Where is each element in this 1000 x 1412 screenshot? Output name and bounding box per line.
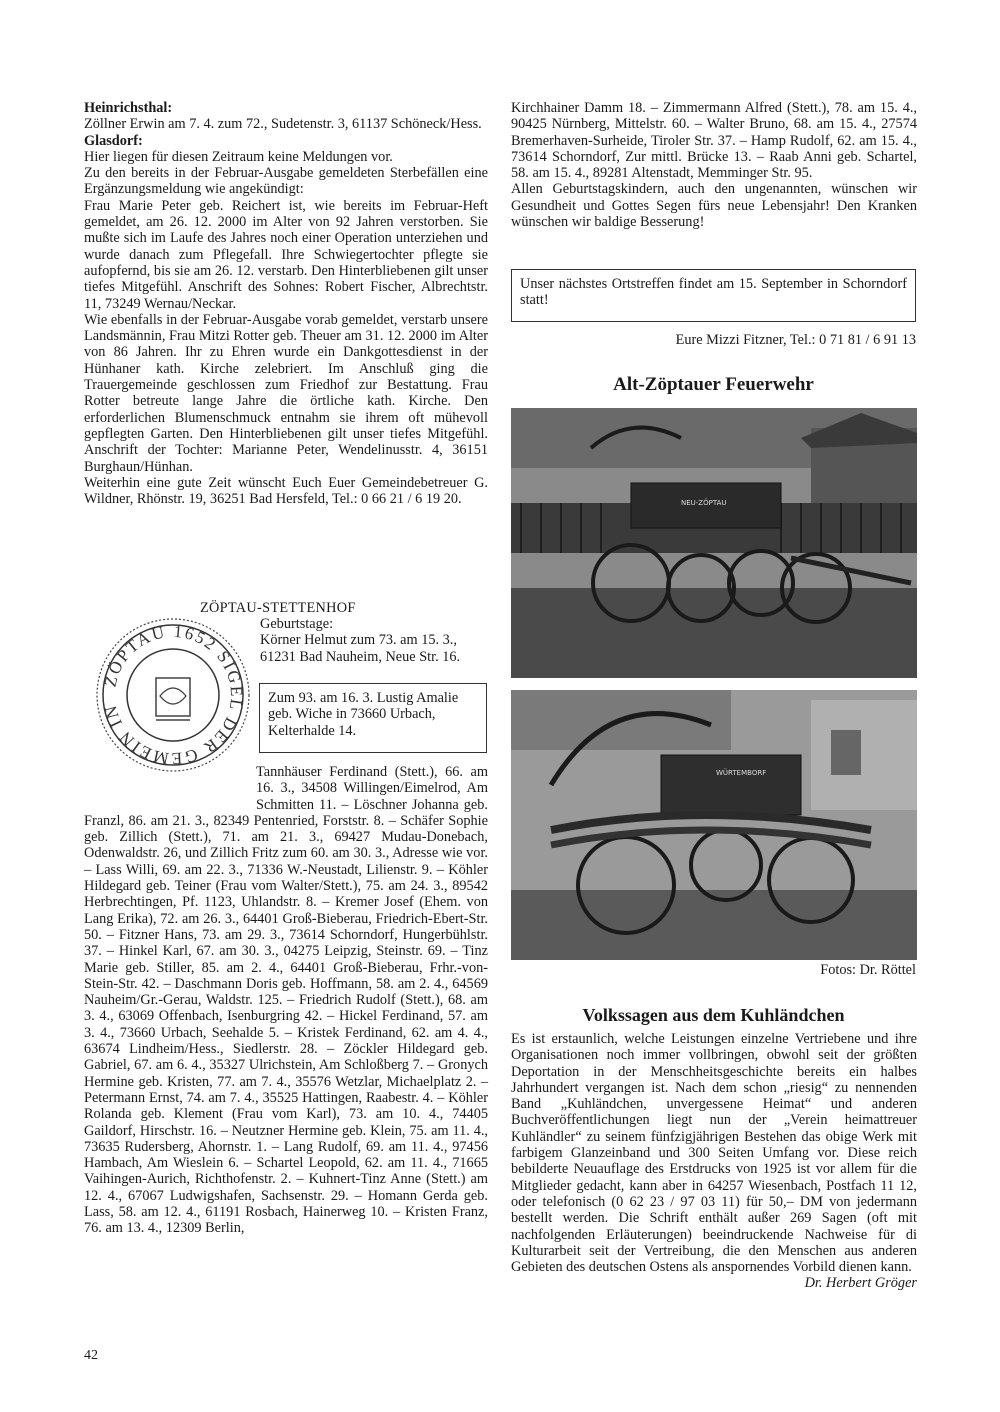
seal-text: ZÖPTAU 1652 SIGEL DER GEMEIN IN <box>100 621 247 769</box>
left-column <box>84 100 488 507</box>
geburtstage-label: Geburtstage: <box>260 616 334 632</box>
glasdorf-text-2: Zu den bereits in der Februar-Ausgabe gemeldeten Sterbefällen eine Ergänzungsmeldung wie angekündigt: <box>84 165 488 198</box>
municipal-seal <box>94 616 252 778</box>
fire-wagon-photo-2 <box>511 690 917 960</box>
meeting-notice-text: Unser nächstes Ortstreffen findet am 15. September in Schorndorf statt! <box>520 276 907 309</box>
seal-float-spacer <box>84 764 256 798</box>
glasdorf-text-4: Wie ebenfalls in der Februar-Ausgabe vorab gemeldet, verstarb unsere Landsmännin, Frau Mitzi Rotter geb. Theuer am 31. 12. 2000 im Alter von 86 Jahren. Ihr zu Ehren wurde ein Dankgottesdienst in der Hünhaner kath. Kirche zelebriert. Im Anschluß ging die Trauergemeinde geschlossen zum Friedhof zur Bestattung. Frau Rotter betreute lange Jahre die örtliche kath. Kirche. Den erforderlichen Blumenschmuck entnahm sie ihrem oft mühevoll gepflegten Garten. Den Hinterbliebenen gilt unser tiefes Mitgefühl. Anschrift der Tochter: Marianne Peter, Wendelinusstr. 4, 36151 Burghaun/Hünhan. <box>84 311 488 475</box>
glasdorf-text-3: Frau Marie Peter geb. Reichert ist, wie bereits im Februar-Heft gemeldet, am 26. 12. 2000 im Alter von 92 Jahren verstorben. Sie mußte sich im Laufe des Jahres noch einer Operation unterziehen und wurde danach zum Pflegefall. Ihre Schwiegertochter pflegte sie aufopfernd, bis sie am 26. 12. verstarb. Den Hinterbliebenen gilt unser tiefes Mitgefühl. Anschrift des Sohnes: Robert Fischer, Albrechtstr. 11, 73249 Wernau/Neckar. <box>84 197 488 312</box>
photo-sign-1: NEU-ZÖPTAU <box>681 499 727 507</box>
svg-text:ZÖPTAU 1652 SIGEL DER GEMEIN I <box>101 622 247 768</box>
koerner-entry: Körner Helmut zum 73. am 15. 3., 61231 Bad Nauheim, Neue Str. 16. <box>260 632 461 665</box>
photo-credit: Fotos: Dr. Röttel <box>820 962 916 978</box>
fire-wagon-photo-1 <box>511 408 917 678</box>
sagen-author: Dr. Herbert Gröger <box>804 1275 917 1292</box>
seal-icon <box>94 616 252 774</box>
sagen-body: Es ist erstaunlich, welche Leistungen einzelne Vertriebene und ihre Organisationen noch immer vollbringen, obwohl seit der größten Deportation in der Menschheitsgeschichte bereits ein halbes Jahrhundert vergangen ist. Nach dem schon „riesig“ zu nennenden Band „Kuhländchen, unvergessene Heimat“ und anderen Buchveröffentlichungen liegt nun der „Verein heimattreuer Kuhländler“ zu seinem fünfzigjährigen Bestehen das obige Werk mit farbigem Glanzeinband und 300 Seiten Umfang vor. Diese reich bebilderte Neuauflage des Erstdrucks von 1925 ist vor allem für die Mitglieder gedacht, kann aber in 64257 Wiesenbach, Postfach 11 12, oder telefonisch (0 62 23 / 97 03 11) für 50,– DM von jedermann bestellt werden. Die Schrift enthält außer 269 Sagen (oft mit nachfolgenden Erläuterungen) beeindruckende Nachweise für di Kulturarbeit seit der Vertreibung, die den Menschen aus anderen Gebieten des deutschen Ostens als anspornendes Vorbild dienen kann. <box>511 1031 917 1276</box>
sagen-article <box>511 1031 917 1292</box>
photo-sign-2: WÜRTEMBORF <box>716 769 767 777</box>
glasdorf-text-1: Hier liegen für diesen Zeitraum keine Meldungen vor. <box>84 148 393 165</box>
birthday-list <box>84 764 488 1237</box>
sagen-text <box>511 1031 917 1292</box>
heinrichsthal-heading: Heinrichsthal: <box>84 100 173 116</box>
signature: Eure Mizzi Fitzner, Tel.: 0 71 81 / 6 91 13 <box>675 332 916 348</box>
birthday-list-text: Tannhäuser Ferdinand (Stett.), 66. am 16. 3., 34508 Willingen/Eimelrod, Am Schmitten 11. – Löschner Johanna geb. Franzl, 86. am 21. 3., 82349 Pentenried, Forststr. 8. – Schäfer Sophie geb. Zillich (Stett.), 71. am 21. 3., 69427 Mudau-Donebach, Odenwaldstr. 26, und Zillich Fritz zum 60. am 30. 3., Adresse wie vor. – Lass Willi, 69. am 22. 3., 71336 W.-Neustadt, Lilienstr. 9. – Köhler Hildegard geb. Teiner (Frau vom Walter/Stett.), 75. am 24. 3., 89542 Herbrechtingen, Pf. 1123, Uhlandstr. 8. – Kremer Josef (Ehem. von Lang Erika), 72. am 26. 3., 64401 Groß-Bieberau, Friedrich-Ebert-Str. 50. – Fitzner Hans, 73. am 29. 3., 73614 Schorndorf, Hungerbühlstr. 37. – Hinkel Karl, 67. am 30. 3., 04275 Leipzig, Steinstr. 69. – Tinz Marie geb. Stiller, 85. am 2. 4., 64401 Groß-Bieberau, Frhr.-von-Stein-Str. 42. – Daschmann Doris geb. Hoffmann, 58. am 2. 4., 64569 Nauheim/Gr.-Gerau, Waldstr. 125. – Friedrich Rudolf (Stett.), 68. am 3. 4., 63069 Offenbach, Isenburgring 42. – Hickel Ferdinand, 57. am 3. 4., 73660 Urbach, Seehalde 5. – Kristek Ferdinand, 62. am 4. 4., 63674 Lindheim/Hess., Siedlerstr. 28. – Zöckler Hildegard geb. Gabriel, 67. am 6. 4., 35327 Ulrichstein, Am Schloßberg 7. – Gronych Hermine geb. Kristen, 77. am 7. 4., 35576 Wetzlar, Michaelplatz 2. – Petermann Ernst, 74. am 7. 4., 35525 Hattingen, Raabestr. 4. – Köhler Rolanda geb. Klement (Frau vom Karl), 73. am 10. 4., 74405 Gaildorf, Hirschstr. 16. – Neutzner Hermine geb. Klein, 75. am 11. 4., 73635 Rudersberg, Ahornstr. 1. – Lang Rudolf, 69. am 11. 4., 97456 Hambach, Am Wieslein 6. – Schartel Leopold, 62. am 11. 4., 71665 Vaihingen-Aurich, Richthofenstr. 2. – Kuhnert-Tinz Anne (Stett.) am 12. 4., 67067 Ludwigshafen, Sachsenstr. 29. – Homann Gerda geb. Lass, 58. am 12. 4., 61191 Rosbach, Hainerweg 10. – Kristen Franz, 76. am 13. 4., 12309 Berlin, <box>84 764 488 1237</box>
feuerwehr-title: Alt-Zöptauer Feuerwehr <box>613 374 814 395</box>
birthday-list-continued: Kirchhainer Damm 18. – Zimmermann Alfred (Stett.), 78. am 15. 4., 90425 Nürnberg, Mittelstr. 60. – Walter Bruno, 68. am 15. 4., 27574 Bremerhaven-Surheide, Tiroler Str. 37. – Hamp Rudolf, 62. am 15. 4., 73614 Schorndorf, Zur mittl. Brücke 13. – Raab Anni geb. Schartel, 58. am 15. 4., 89281 Altenstadt, Memminger Str. 95. <box>511 100 917 182</box>
meeting-notice-box <box>511 269 916 322</box>
fire-wagon-image-2 <box>511 690 917 960</box>
birthday-wishes: Allen Geburtstagskindern, auch den ungenannten, wünschen wir Gesundheit und Gottes Segen fürs neue Lebensjahr! Den Kranken wünschen wir baldige Besserung! <box>511 181 917 231</box>
sagen-title: Volkssagen aus dem Kuhländchen <box>582 1005 845 1025</box>
glasdorf-heading: Glasdorf: <box>84 132 143 149</box>
stettenhof-birthdays-top <box>260 616 488 665</box>
birthday-highlight-box <box>259 683 487 753</box>
glasdorf-text-5: Weiterhin eine gute Zeit wünscht Euch Euer Gemeindebetreuer G. Wildner, Rhönstr. 19, 36251 Bad Hersfeld, Tel.: 0 66 21 / 6 19 20. <box>84 474 488 508</box>
fire-wagon-image-1 <box>511 408 917 678</box>
right-column <box>511 100 917 230</box>
page-number: 42 <box>84 1348 98 1363</box>
stettenhof-title: ZÖPTAU-STETTENHOF <box>200 600 356 616</box>
birthday-highlight-text: Zum 93. am 16. 3. Lustig Amalie geb. Wiche in 73660 Urbach, Kelterhalde 14. <box>268 690 459 739</box>
heinrichsthal-text: Zöllner Erwin am 7. 4. zum 72., Sudetenstr. 3, 61137 Schöneck/Hess. <box>84 116 482 133</box>
